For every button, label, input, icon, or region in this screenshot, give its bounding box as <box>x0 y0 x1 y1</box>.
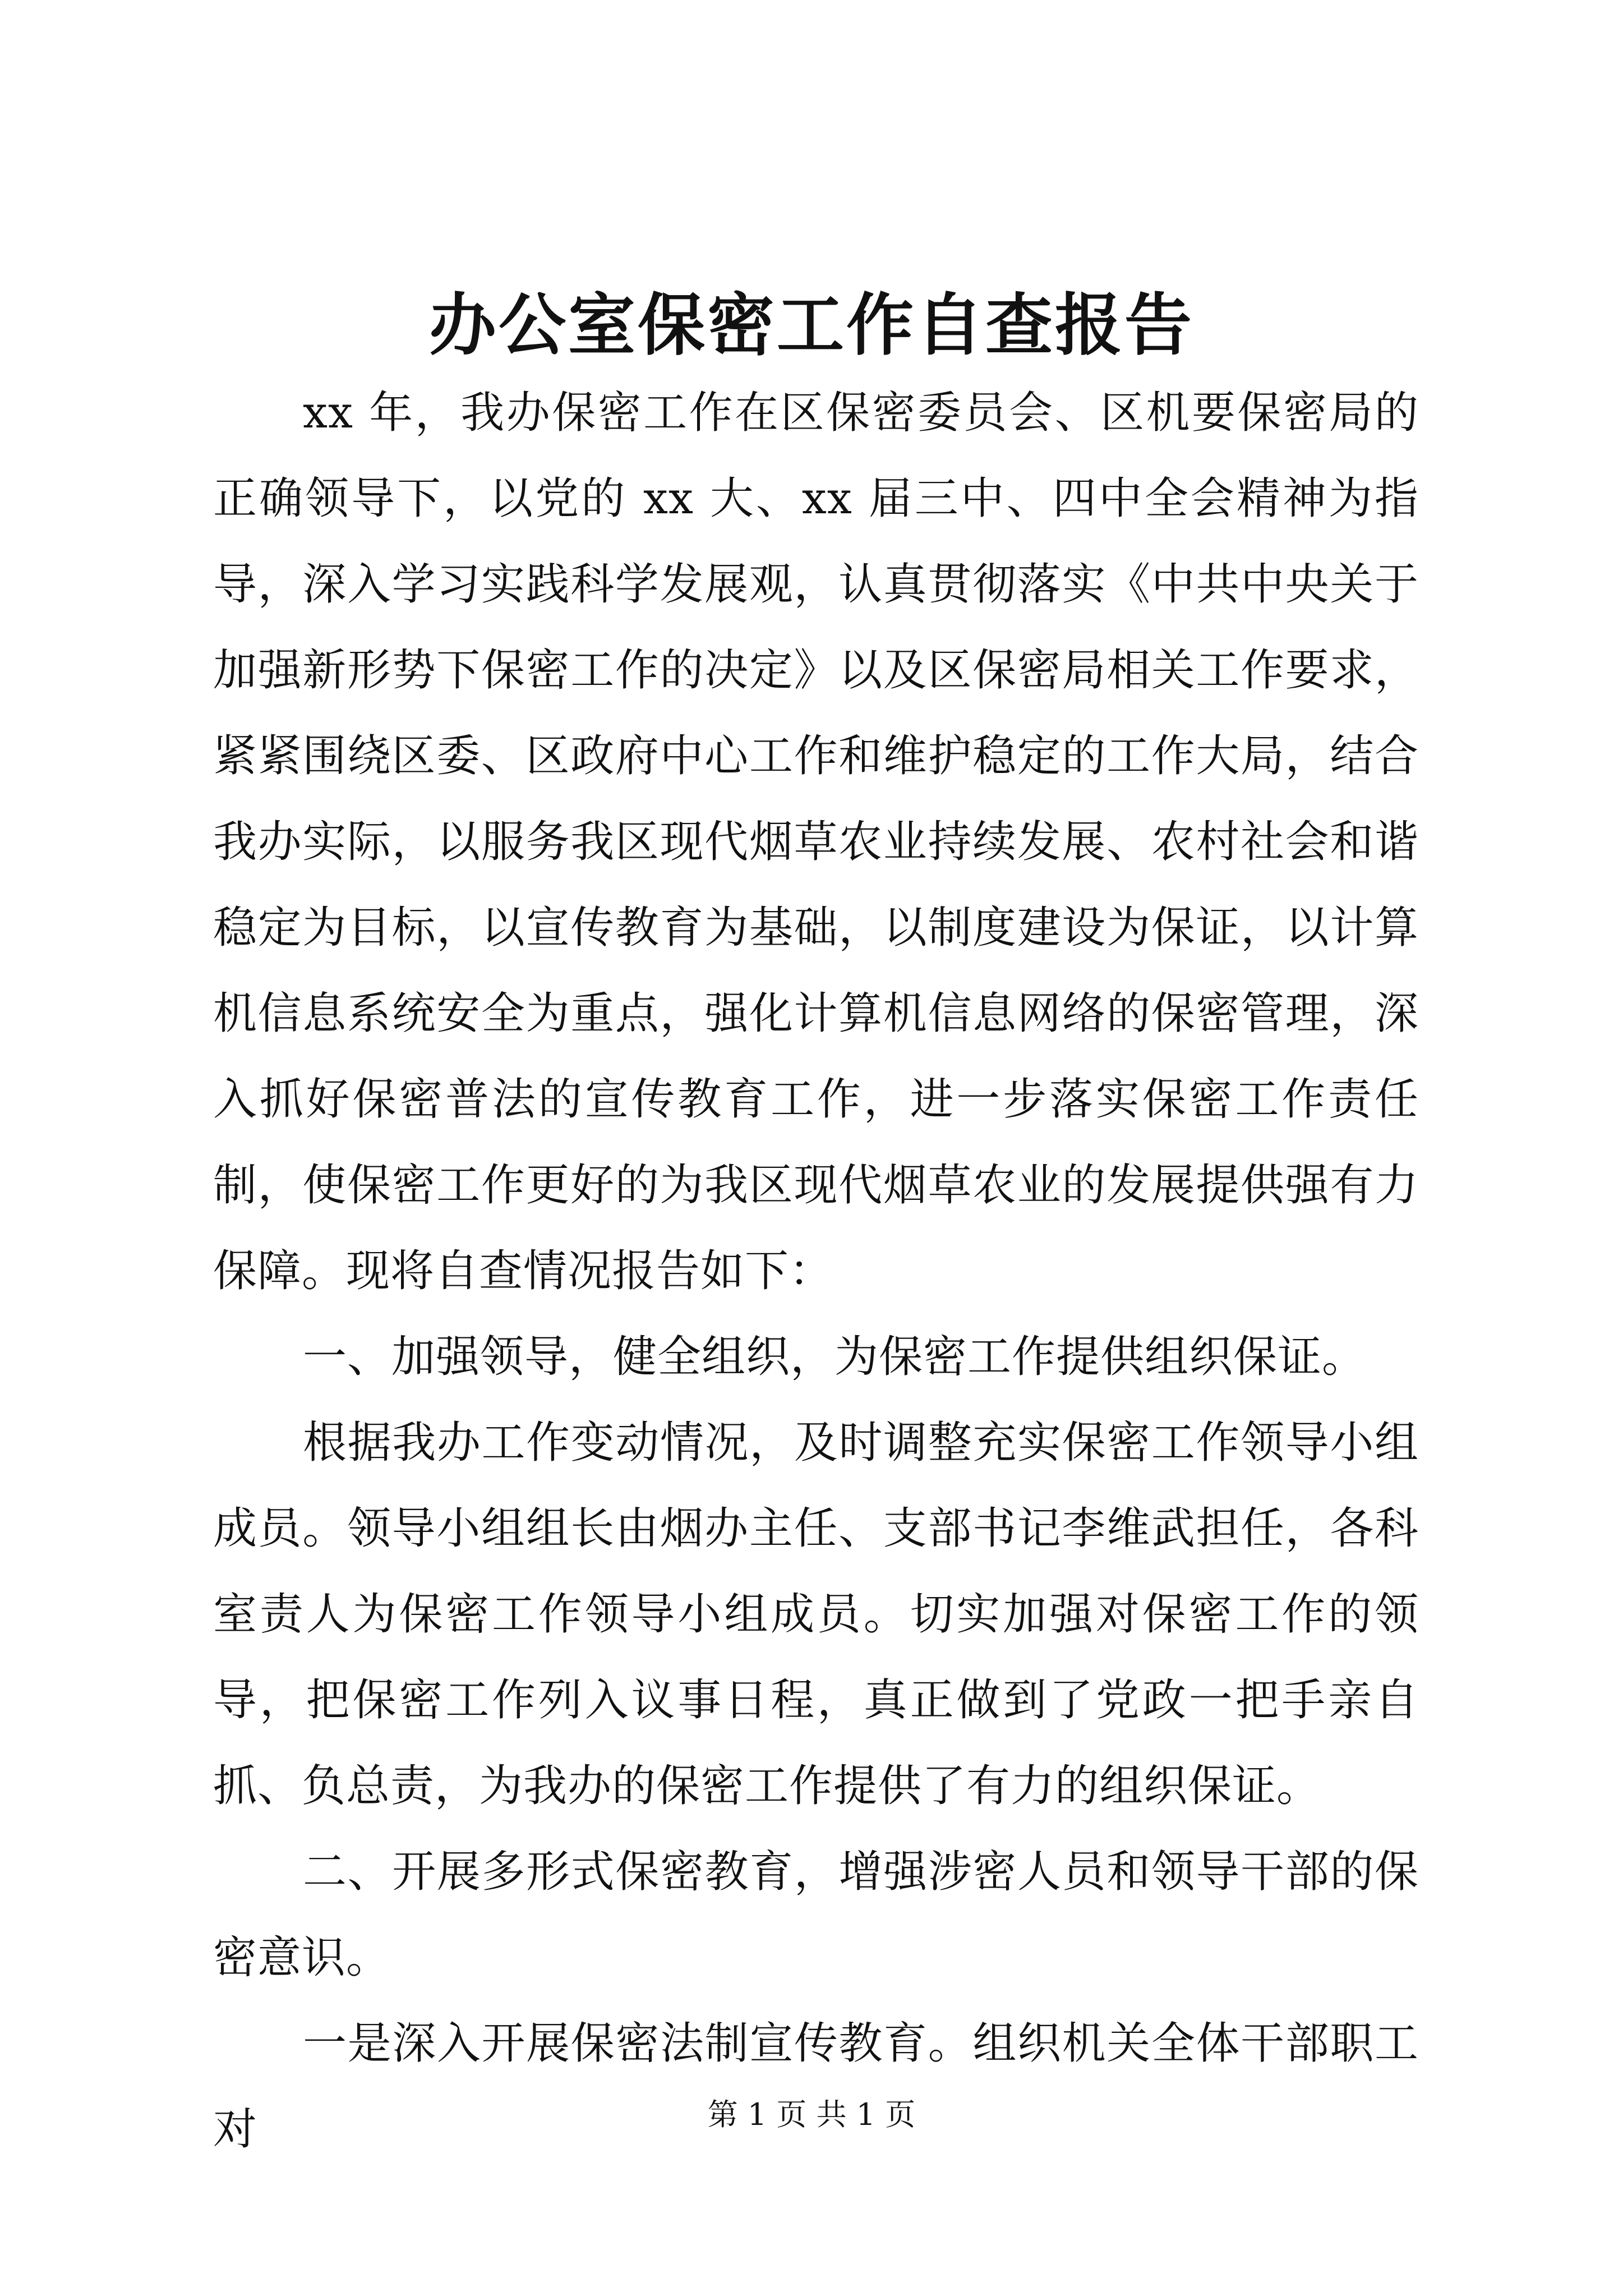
page-number-footer: 第 1 页 共 1 页 <box>707 2097 916 2132</box>
document-title: 办公室保密工作自查报告 <box>429 286 1194 365</box>
heading-section-2: 二、开展多形式保密教育，增强涉密人员和领导干部的保密意识。 <box>213 1847 1419 1983</box>
document-body <box>213 370 1419 2173</box>
heading-section-1: 一、加强领导，健全组织，为保密工作提供组织保证。 <box>303 1332 1367 1382</box>
paragraph-section-1: 根据我办工作变动情况，及时调整充实保密工作领导小组成员。领导小组组长由烟办主任、支部书记李维武担任，各科室责人为保密工作领导小组成员。切实加强对保密工作的领导，把保密工作列入议事日程，真正做到了党政一把手亲自抓、负总责，为我办的保密工作提供了有力的组织保证。 <box>213 1418 1419 1811</box>
paragraph-intro: xx 年，我办保密工作在区保密委员会、区机要保密局的正确领导下，以党的 xx 大、xx 届三中、四中全会精神为指导，深入学习实践科学发展观，认真贯彻落实《中共中央关于加强新形势下保密工作的决定》以及区保密局相关工作要求，紧紧围绕区委、区政府中心工作和维护稳定的工作大局，结合我办实际，以服务我区现代烟草农业持续发展、农村社会和谐稳定为目标，以宣传教育为基础，以制度建设为保证，以计算机信息系统安全为重点，强化计算机信息网络的保密管理，深入抓好保密普法的宣传教育工作，进一步落实保密工作责任制，使保密工作更好的为我区现代烟草农业的发展提供强有力保障。现将自查情况报告如下： <box>213 388 1419 1296</box>
paragraph-section-2-start: 一是深入开展保密法制宣传教育。组织机关全体干部职工对 <box>213 2018 1419 2155</box>
